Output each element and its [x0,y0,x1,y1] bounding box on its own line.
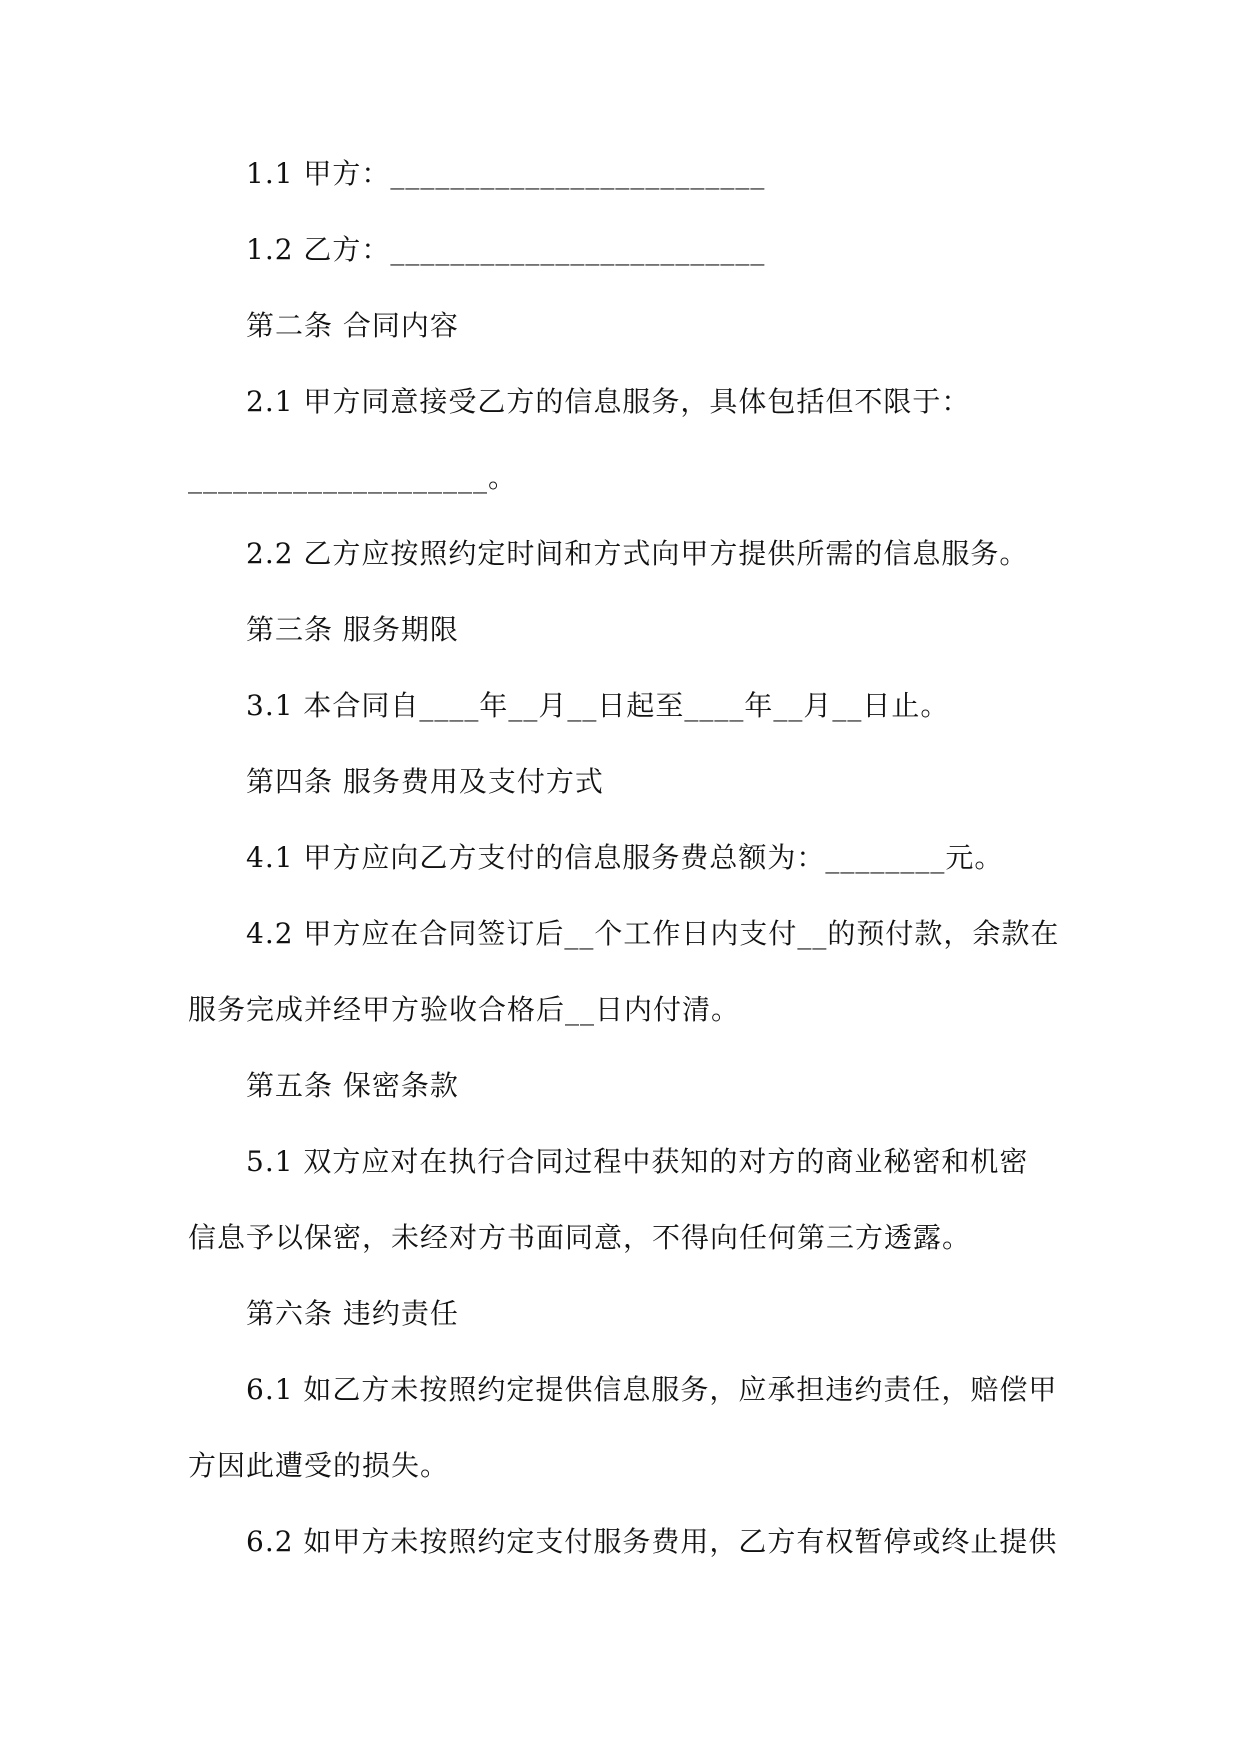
article-3-heading: 第三条 服务期限 [246,613,459,646]
clause-6-1: 6.1 如乙方未按照约定提供信息服务，应承担违约责任，赔偿甲 [246,1373,1058,1406]
clause-4-1: 4.1 甲方应向乙方支付的信息服务费总额为：________元。 [246,841,1004,874]
clause-6-1-continued: 方因此遭受的损失。 [188,1449,450,1482]
clause-4-2-continued: 服务完成并经甲方验收合格后__日内付清。 [188,993,741,1026]
clause-5-1: 5.1 双方应对在执行合同过程中获知的对方的商业秘密和机密 [246,1145,1029,1178]
article-5-heading: 第五条 保密条款 [246,1069,459,1102]
clause-2-1: 2.1 甲方同意接受乙方的信息服务，具体包括但不限于： [246,385,971,418]
article-6-heading: 第六条 违约责任 [246,1297,459,1330]
clause-1-2-party-b: 1.2 乙方：_________________________ [246,233,766,266]
clause-2-1-continued: ____________________。 [188,461,518,494]
clause-2-2: 2.2 乙方应按照约定时间和方式向甲方提供所需的信息服务。 [246,537,1029,570]
clause-3-1: 3.1 本合同自____年__月__日起至____年__月__日止。 [246,689,950,722]
clause-6-2: 6.2 如甲方未按照约定支付服务费用，乙方有权暂停或终止提供 [246,1525,1058,1558]
article-2-heading: 第二条 合同内容 [246,309,459,342]
clause-1-1-party-a: 1.1 甲方：_________________________ [246,157,766,190]
article-4-heading: 第四条 服务费用及支付方式 [246,765,604,798]
clause-5-1-continued: 信息予以保密，未经对方书面同意，不得向任何第三方透露。 [188,1221,972,1254]
clause-4-2: 4.2 甲方应在合同签订后__个工作日内支付__的预付款，余款在 [246,917,1060,950]
